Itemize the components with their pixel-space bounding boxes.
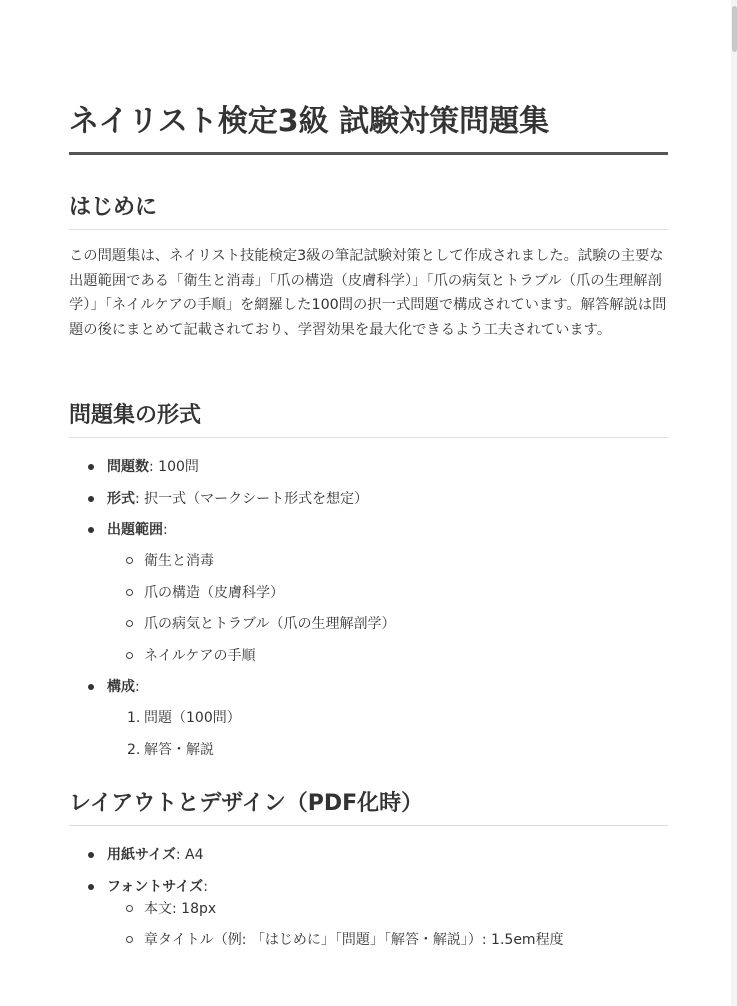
list-item-font (69, 877, 668, 951)
structure-item-text: 問題（100問） (144, 710, 241, 726)
style-value: : 択一式（マークシート形式を想定） (135, 490, 369, 507)
scope-sublist (107, 551, 668, 666)
scope-item: 衛生と消毒 (107, 551, 668, 571)
count-label: 問題数 (107, 459, 149, 475)
font-value: : (203, 878, 208, 895)
section-heading-intro: はじめに (69, 192, 668, 230)
scrollbar-thumb[interactable] (732, 6, 737, 52)
structure-label: 構成 (107, 679, 135, 695)
vertical-scrollbar[interactable] (731, 0, 737, 1006)
scope-label: 出題範囲 (107, 522, 163, 538)
structure-item-text: 解答・解説 (144, 741, 214, 758)
paper-label: 用紙サイズ (107, 847, 176, 863)
font-sublist (107, 899, 668, 951)
format-list (69, 457, 668, 771)
list-item-count (69, 457, 668, 477)
list-item-scope (69, 520, 668, 666)
scope-item: ネイルケアの手順 (107, 646, 668, 666)
font-label: フォントサイズ (107, 878, 204, 895)
structure-item (107, 740, 668, 760)
scope-item: 爪の病気とトラブル（爪の生理解剖学） (107, 614, 668, 634)
scope-value: : (163, 522, 168, 538)
count-value: : 100問 (149, 459, 199, 475)
list-item-paper (69, 845, 668, 865)
structure-item-number: 2. (127, 741, 141, 758)
section-heading-layout: レイアウトとデザイン（PDF化時） (69, 788, 668, 826)
style-label: 形式 (107, 490, 135, 507)
layout-list (69, 845, 668, 962)
section-heading-format: 問題集の形式 (69, 400, 668, 438)
structure-item (107, 708, 668, 728)
font-item: 本文: 18px (107, 899, 668, 919)
structure-sublist (107, 708, 668, 760)
intro-paragraph: この問題集は、ネイリスト技能検定3級の筆記試験対策として作成されました。試験の主要な出題範囲である「衛生と消毒」「爪の構造（皮膚科学）」「爪の病気とトラブル（爪の生理解剖学）」「ネイルケアの手順」を網羅した100問の択一式問題で構成されています。解答解説は問題の後にまとめて記載されており、学習効果を最大化できるよう工夫されています。 (69, 248, 667, 338)
structure-value: : (135, 679, 140, 695)
structure-item-number: 1. (127, 710, 141, 726)
page-title: ネイリスト検定3級 試験対策問題集 (69, 100, 668, 155)
scope-item: 爪の構造（皮膚科学） (107, 583, 668, 603)
list-item-style (69, 489, 668, 509)
list-item-structure (69, 677, 668, 760)
paper-value: : A4 (175, 847, 204, 863)
font-item: 章タイトル（例: 「はじめに」「問題」「解答・解説」）: 1.5em程度 (107, 930, 668, 950)
